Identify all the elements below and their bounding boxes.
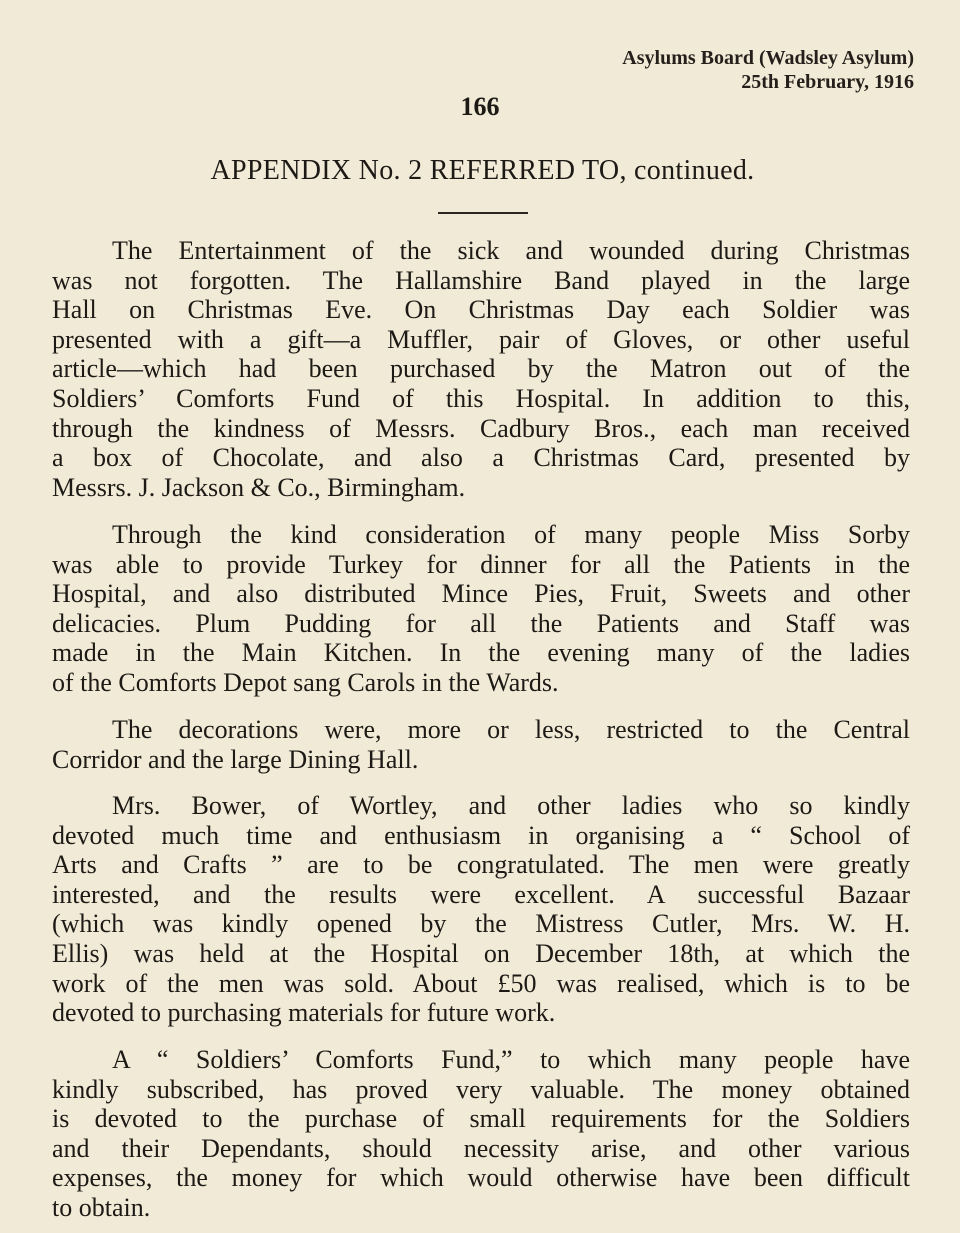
- paragraph-1: [52, 236, 910, 502]
- stamp-line-1: Asylums Board (Wadsley Asylum): [622, 47, 914, 69]
- heading-divider: [438, 212, 528, 214]
- paragraph-line: article—which had been purchased by the Matron out of the: [52, 354, 910, 384]
- paragraph-line: through the kindness of Messrs. Cadbury Bros., each man received: [52, 413, 910, 443]
- paragraph-line: The decorations were, more or less, restricted to the Central: [112, 715, 910, 744]
- paragraph-line: A “ Soldiers’ Comforts Fund,” to which many people have: [112, 1045, 910, 1074]
- paragraph-line: work of the men was sold. About £50 was realised, which is to be: [52, 968, 910, 998]
- paragraph-line: of the Comforts Depot sang Carols in the Wards.: [52, 667, 559, 697]
- paragraph-line: delicacies. Plum Pudding for all the Patients and Staff was: [52, 608, 910, 638]
- paragraph-line: and their Dependants, should necessity arise, and other various: [52, 1133, 910, 1163]
- paragraph-line: was able to provide Turkey for dinner for all the Patients in the: [52, 549, 910, 579]
- paragraph-line: Soldiers’ Comforts Fund of this Hospital. In addition to this,: [52, 383, 910, 413]
- paragraph-line: Hospital, and also distributed Mince Pies, Fruit, Sweets and other: [52, 579, 910, 609]
- paragraph-line: Mrs. Bower, of Wortley, and other ladies who so kindly: [112, 791, 910, 820]
- paragraph-line: Arts and Crafts ” are to be congratulated. The men were greatly: [52, 850, 910, 880]
- paragraph-2: [52, 520, 910, 698]
- paragraph-line: a box of Chocolate, and also a Christmas Card, presented by: [52, 443, 910, 473]
- paragraph-3: [52, 715, 910, 774]
- paragraph-line: Corridor and the large Dining Hall.: [52, 744, 419, 774]
- page-heading: APPENDIX No. 2 REFERRED TO, continued.: [210, 155, 755, 186]
- paragraph-line: made in the Main Kitchen. In the evening many of the ladies: [52, 638, 910, 668]
- paragraph-line: presented with a gift—a Muffler, pair of Gloves, or other useful: [52, 324, 910, 354]
- paragraph-line: to obtain.: [52, 1192, 151, 1222]
- paragraph-line: Ellis) was held at the Hospital on December 18th, at which the: [52, 938, 910, 968]
- paragraph-line: expenses, the money for which would otherwise have been difficult: [52, 1163, 910, 1193]
- page-number: 166: [460, 92, 500, 121]
- paragraph-line: Messrs. J. Jackson & Co., Birmingham.: [52, 472, 466, 502]
- paragraph-line: was not forgotten. The Hallamshire Band played in the large: [52, 265, 910, 295]
- paragraph-4: [52, 791, 910, 1028]
- paragraph-line: devoted to purchasing materials for future work.: [52, 998, 556, 1028]
- paragraph-line: devoted much time and enthusiasm in organising a “ School of: [52, 820, 910, 850]
- paragraph-line: Hall on Christmas Eve. On Christmas Day each Soldier was: [52, 295, 910, 325]
- stamp-line-2: 25th February, 1916: [741, 71, 914, 93]
- paragraph-line: is devoted to the purchase of small requirements for the Soldiers: [52, 1104, 910, 1134]
- paragraph-line: The Entertainment of the sick and wounded during Christmas: [112, 236, 910, 265]
- paragraph-line: kindly subscribed, has proved very valuable. The money obtained: [52, 1074, 910, 1104]
- archive-stamp: [622, 46, 914, 94]
- paragraph-line: interested, and the results were excellent. A successful Bazaar: [52, 879, 910, 909]
- paragraph-line: (which was kindly opened by the Mistress Cutler, Mrs. W. H.: [52, 909, 910, 939]
- paragraph-5: [52, 1045, 910, 1223]
- paragraph-line: Through the kind consideration of many people Miss Sorby: [112, 520, 910, 549]
